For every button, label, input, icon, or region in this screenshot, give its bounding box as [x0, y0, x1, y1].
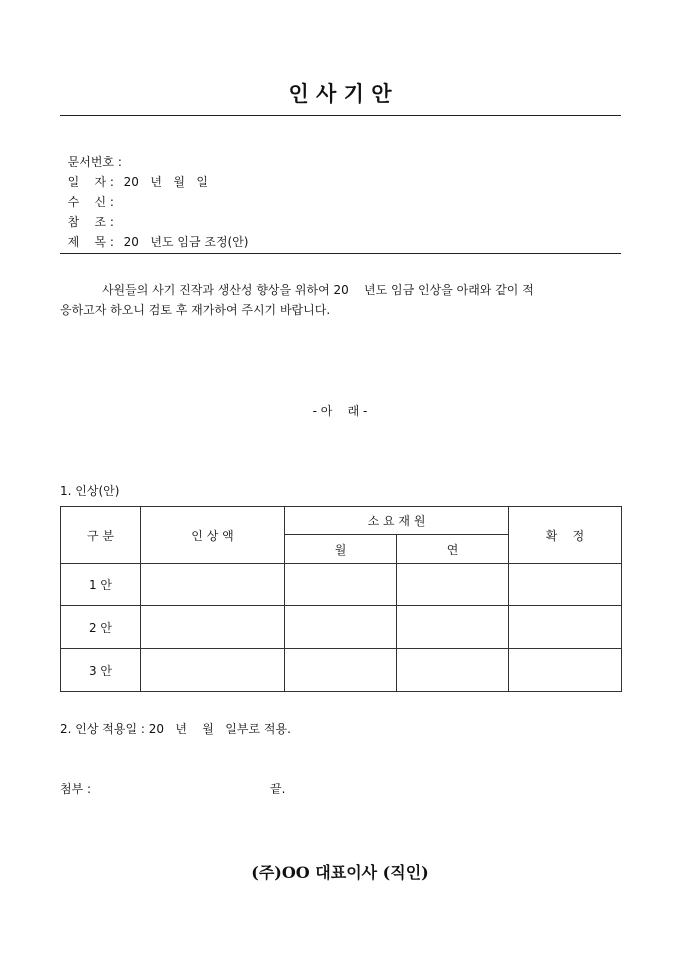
title-divider [60, 115, 621, 116]
raise-plan-table [60, 506, 622, 692]
attachment-label: 첨부 : [60, 782, 92, 796]
header-row-recipient [60, 175, 124, 209]
header-label: 제 목 : [67, 235, 114, 249]
header-divider [60, 253, 621, 254]
table-cell [141, 564, 285, 606]
table-cell [509, 564, 622, 606]
col-header-category: 구 분 [61, 507, 141, 564]
table-row [61, 564, 622, 606]
header-row-reference [60, 195, 124, 229]
document-title: 인 사 기 안 [288, 81, 392, 106]
table-cell [509, 606, 622, 649]
section-2-text: 2. 인상 적용일 : 20 년 월 일부로 적용. [60, 722, 291, 736]
header-row-doc-number [60, 135, 124, 169]
header-value: 20 년 월 일 [123, 175, 209, 189]
section-1-heading: 1. 인상(안) [60, 484, 120, 498]
col-header-funding: 소 요 재 원 [285, 507, 509, 535]
header-row-subject [60, 215, 249, 249]
table-cell [397, 606, 509, 649]
col-header-confirm: 확 정 [509, 507, 622, 564]
table-cell [397, 649, 509, 692]
header-label: 참 조 : [67, 215, 114, 229]
header-label: 일 자 : [67, 175, 114, 189]
col-header-annual: 연 [397, 535, 509, 564]
body-paragraph-line-1: 사원들의 사기 진작과 생산성 향상을 위하여 20 년도 임금 인상을 아래와 같이 적 [60, 283, 534, 297]
header-row-date [60, 155, 209, 189]
header-label: 수 신 : [67, 195, 114, 209]
signature-line: (주)OO 대표이사 (직인) [251, 863, 429, 882]
col-header-monthly: 월 [285, 535, 397, 564]
col-header-amount: 인 상 액 [141, 507, 285, 564]
table-cell [141, 649, 285, 692]
below-heading: - 아 래 - [312, 404, 368, 418]
table-cell [285, 564, 397, 606]
table-row [61, 649, 622, 692]
table-cell [285, 606, 397, 649]
row-label: 1 안 [61, 564, 141, 606]
header-label: 문서번호 : [67, 155, 122, 169]
header-value: 20 년도 임금 조정(안) [123, 235, 249, 249]
row-label: 2 안 [61, 606, 141, 649]
body-paragraph-line-2: 응하고자 하오니 검토 후 재가하여 주시기 바랍니다. [60, 303, 331, 317]
table-cell [509, 649, 622, 692]
row-label: 3 안 [61, 649, 141, 692]
end-mark: 끝. [270, 782, 286, 796]
table-row [61, 606, 622, 649]
table-cell [141, 606, 285, 649]
table-cell [285, 649, 397, 692]
table-cell [397, 564, 509, 606]
